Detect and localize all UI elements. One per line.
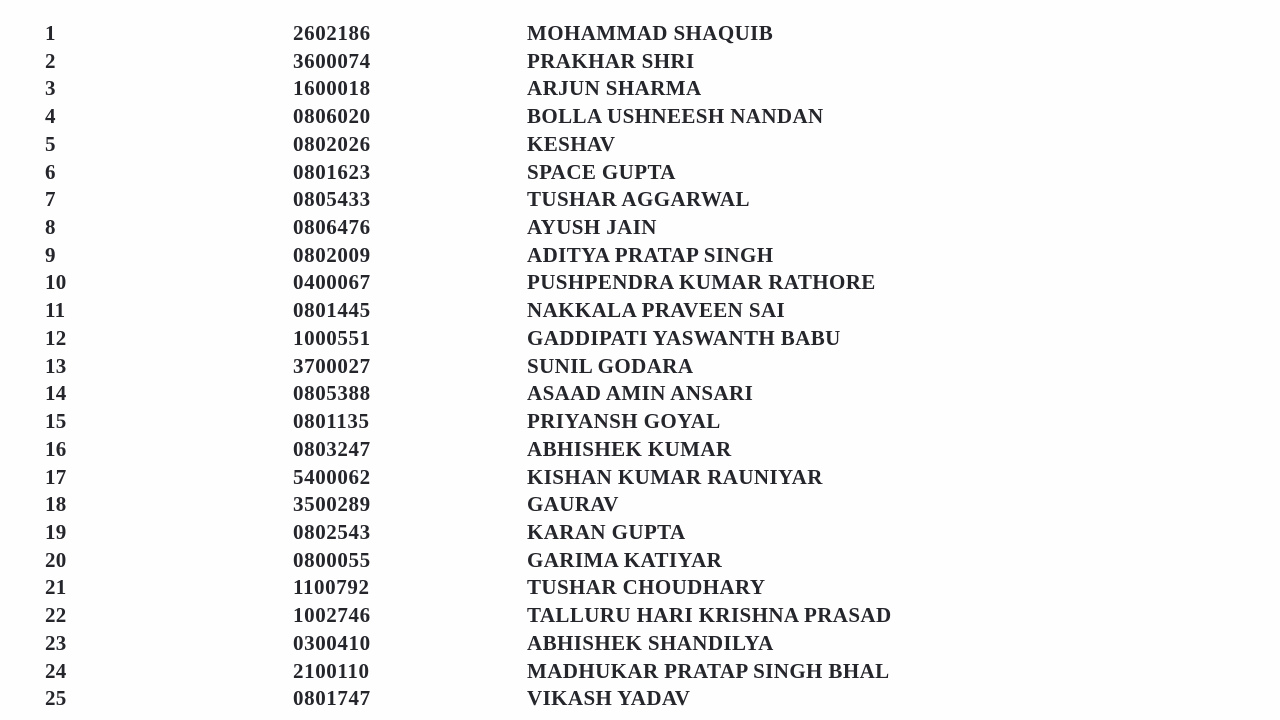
name-cell: PRAKHAR SHRI bbox=[527, 48, 695, 73]
roll-number-cell: 0802026 bbox=[293, 131, 371, 156]
table-row bbox=[0, 491, 1280, 519]
rank-cell: 5 bbox=[45, 131, 56, 156]
name-cell: ABHISHEK KUMAR bbox=[527, 436, 732, 461]
roll-number-cell: 0802543 bbox=[293, 519, 371, 544]
rank-cell: 8 bbox=[45, 215, 56, 240]
table-row bbox=[0, 658, 1280, 686]
rank-cell: 22 bbox=[45, 603, 67, 628]
rank-cell: 11 bbox=[45, 298, 66, 323]
name-cell: GAURAV bbox=[527, 492, 619, 517]
roll-number-cell: 0802009 bbox=[293, 242, 371, 267]
name-cell: ADITYA PRATAP SINGH bbox=[527, 242, 774, 267]
rank-cell: 10 bbox=[45, 270, 67, 295]
rank-cell: 19 bbox=[45, 519, 67, 544]
name-cell: ABHISHEK SHANDILYA bbox=[527, 630, 774, 655]
table-row bbox=[0, 297, 1280, 325]
name-cell: GADDIPATI YASWANTH BABU bbox=[527, 325, 841, 350]
roll-number-cell: 3700027 bbox=[293, 353, 371, 378]
table-row bbox=[0, 242, 1280, 270]
rank-cell: 14 bbox=[45, 381, 67, 406]
table-row bbox=[0, 131, 1280, 159]
table-row bbox=[0, 602, 1280, 630]
table-row bbox=[0, 630, 1280, 658]
name-cell: MADHUKAR PRATAP SINGH BHAL bbox=[527, 658, 890, 683]
table-row bbox=[0, 20, 1280, 48]
table-row bbox=[0, 353, 1280, 381]
roll-number-cell: 2602186 bbox=[293, 21, 371, 45]
rank-cell: 9 bbox=[45, 242, 56, 267]
rank-cell: 13 bbox=[45, 353, 67, 378]
table-row bbox=[0, 519, 1280, 547]
name-cell: NAKKALA PRAVEEN SAI bbox=[527, 298, 786, 323]
roll-number-cell: 1100792 bbox=[293, 575, 370, 600]
name-cell: BOLLA USHNEESH NANDAN bbox=[527, 104, 824, 129]
rank-cell: 12 bbox=[45, 325, 67, 350]
rank-cell: 2 bbox=[45, 48, 56, 73]
roll-number-cell: 1000551 bbox=[293, 325, 371, 350]
table-row bbox=[0, 547, 1280, 575]
rank-cell: 21 bbox=[45, 575, 67, 600]
roll-number-cell: 1600018 bbox=[293, 76, 371, 101]
rank-cell: 23 bbox=[45, 630, 67, 655]
roll-number-cell: 0801135 bbox=[293, 409, 370, 434]
rank-cell: 4 bbox=[45, 104, 56, 129]
rank-cell: 16 bbox=[45, 436, 67, 461]
name-cell: ASAAD AMIN ANSARI bbox=[527, 381, 754, 406]
table-row bbox=[0, 574, 1280, 602]
name-cell: GARIMA KATIYAR bbox=[527, 547, 723, 572]
name-cell: KARAN GUPTA bbox=[527, 519, 686, 544]
roll-number-cell: 2100110 bbox=[293, 658, 370, 683]
table-row bbox=[0, 269, 1280, 297]
name-cell: SPACE GUPTA bbox=[527, 159, 676, 184]
table-row bbox=[0, 186, 1280, 214]
roll-number-cell: 5400062 bbox=[293, 464, 371, 489]
table-row bbox=[0, 436, 1280, 464]
rank-cell: 7 bbox=[45, 187, 56, 212]
table-row bbox=[0, 48, 1280, 76]
table-row bbox=[0, 380, 1280, 408]
roll-number-cell: 0806020 bbox=[293, 104, 371, 129]
table-row bbox=[0, 214, 1280, 242]
rank-cell: 17 bbox=[45, 464, 67, 489]
roll-number-cell: 0300410 bbox=[293, 630, 371, 655]
name-cell: PUSHPENDRA KUMAR RATHORE bbox=[527, 270, 876, 295]
name-cell: KISHAN KUMAR RAUNIYAR bbox=[527, 464, 823, 489]
name-cell: VIKASH YADAV bbox=[527, 686, 691, 711]
name-cell: SUNIL GODARA bbox=[527, 353, 694, 378]
table-row bbox=[0, 75, 1280, 103]
rank-list bbox=[0, 20, 1280, 713]
name-cell: KESHAV bbox=[527, 131, 616, 156]
roll-number-cell: 0805433 bbox=[293, 187, 371, 212]
rank-cell: 1 bbox=[45, 21, 56, 45]
rank-cell: 6 bbox=[45, 159, 56, 184]
roll-number-cell: 3600074 bbox=[293, 48, 371, 73]
table-row bbox=[0, 159, 1280, 187]
table-row bbox=[0, 408, 1280, 436]
rank-cell: 18 bbox=[45, 492, 67, 517]
roll-number-cell: 0801445 bbox=[293, 298, 371, 323]
roll-number-cell: 0800055 bbox=[293, 547, 371, 572]
rank-cell: 20 bbox=[45, 547, 67, 572]
table-row bbox=[0, 103, 1280, 131]
name-cell: ARJUN SHARMA bbox=[527, 76, 702, 101]
roll-number-cell: 0801623 bbox=[293, 159, 371, 184]
name-cell: PRIYANSH GOYAL bbox=[527, 409, 721, 434]
name-cell: AYUSH JAIN bbox=[527, 215, 657, 240]
rank-cell: 24 bbox=[45, 658, 67, 683]
rank-cell: 3 bbox=[45, 76, 56, 101]
name-cell: TUSHAR CHOUDHARY bbox=[527, 575, 766, 600]
name-cell: TUSHAR AGGARWAL bbox=[527, 187, 750, 212]
roll-number-cell: 3500289 bbox=[293, 492, 371, 517]
name-cell: MOHAMMAD SHAQUIB bbox=[527, 21, 774, 45]
roll-number-cell: 0806476 bbox=[293, 215, 371, 240]
name-cell: TALLURU HARI KRISHNA PRASAD bbox=[527, 603, 892, 628]
roll-number-cell: 0805388 bbox=[293, 381, 371, 406]
table-row bbox=[0, 464, 1280, 492]
rank-cell: 15 bbox=[45, 409, 67, 434]
roll-number-cell: 1002746 bbox=[293, 603, 371, 628]
roll-number-cell: 0803247 bbox=[293, 436, 371, 461]
rank-cell: 25 bbox=[45, 686, 67, 711]
table-row bbox=[0, 685, 1280, 713]
roll-number-cell: 0400067 bbox=[293, 270, 371, 295]
roll-number-cell: 0801747 bbox=[293, 686, 371, 711]
table-row bbox=[0, 325, 1280, 353]
